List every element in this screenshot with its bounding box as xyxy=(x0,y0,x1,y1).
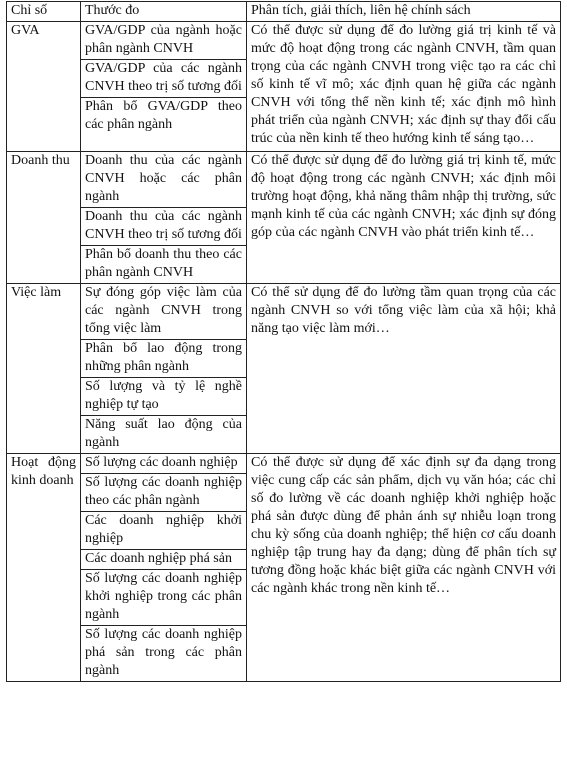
table-row xyxy=(7,152,561,208)
measure-cell: Số lượng và tỷ lệ nghề nghiệp tự tạo xyxy=(81,378,247,416)
measure-cell: Các doanh nghiệp phá sản xyxy=(81,550,247,570)
measure-cell: Sự đóng góp việc làm của các ngành CNVH trong tổng việc làm xyxy=(81,284,247,340)
indicator-cell: Hoạt động kinh doanh xyxy=(7,454,81,682)
header-indicator: Chỉ số xyxy=(7,2,81,22)
analysis-cell: Có thể được sử dụng để đo lường giá trị kinh tế và mức độ hoạt động trong các ngành CNVH, tầm quan trọng của các ngành CNVH trong việc tạo ra các chỉ số kinh tế vĩ mô; xác định quan hệ giữa các ngành CNVH với tổng thể nền kinh tế; xác định mô hình phát triển của ngành CNVH; xác định sự thay đổi cấu trúc của nền kinh tế theo hướng kinh tế sáng tạo… xyxy=(247,22,561,152)
header-analysis: Phân tích, giải thích, liên hệ chính sách xyxy=(247,2,561,22)
measure-cell: GVA/GDP của các ngành CNVH theo trị số tương đối xyxy=(81,60,247,98)
table-row xyxy=(7,284,561,340)
measure-cell: Số lượng các doanh nghiệp xyxy=(81,454,247,474)
measure-cell: Số lượng các doanh nghiệp phá sản trong các phân ngành xyxy=(81,626,247,682)
indicator-cell: Việc làm xyxy=(7,284,81,454)
analysis-cell: Có thể sử dụng để đo lường tầm quan trọng của các ngành CNVH so với tổng việc làm của xã hội; khả năng tạo việc làm mới… xyxy=(247,284,561,454)
indicator-cell: Doanh thu xyxy=(7,152,81,284)
table-row xyxy=(7,454,561,474)
measure-cell: Phân bổ doanh thu theo các phân ngành CNVH xyxy=(81,246,247,284)
analysis-cell: Có thể được sử dụng để xác định sự đa dạng trong việc cung cấp các sản phẩm, dịch vụ văn hóa; các chỉ số đo lường về các doanh nghiệp khởi nghiệp hoặc phá sản được dùng để phản ánh sự nhiễu loạn trong chu kỳ sống của doanh nghiệp; thể hiện cơ cấu doanh nghiệp tập trung hay đa dạng; dùng để phân tích sự tương đồng hoặc khác biệt giữa các ngành CNVH với các ngành khác trong nền kinh tế… xyxy=(247,454,561,682)
indicator-cell: GVA xyxy=(7,22,81,152)
table-header-row xyxy=(7,2,561,22)
measure-cell: Số lượng các doanh nghiệp khởi nghiệp trong các phân ngành xyxy=(81,570,247,626)
measure-cell: Phân bổ GVA/GDP theo các phân ngành xyxy=(81,98,247,152)
measure-cell: Số lượng các doanh nghiệp theo các phân ngành xyxy=(81,474,247,512)
header-measure: Thước đo xyxy=(81,2,247,22)
measure-cell: Doanh thu của các ngành CNVH hoặc các phân ngành xyxy=(81,152,247,208)
measure-cell: Phân bổ lao động trong những phân ngành xyxy=(81,340,247,378)
table-row xyxy=(7,22,561,60)
measure-cell: Năng suất lao động của ngành xyxy=(81,416,247,454)
measure-cell: Doanh thu của các ngành CNVH theo trị số tương đối xyxy=(81,208,247,246)
measure-cell: Các doanh nghiệp khởi nghiệp xyxy=(81,512,247,550)
analysis-cell: Có thể được sử dụng để đo lường giá trị kinh tế, mức độ hoạt động trong các ngành CNVH; xác định môi trường hoạt động, khả năng thâm nhập thị trường, sức mạnh kinh tế của các ngành CNVH; xác định sự đóng góp của các ngành CNVH vào phát triển kinh tế… xyxy=(247,152,561,284)
indicator-table xyxy=(6,1,561,682)
measure-cell: GVA/GDP của ngành hoặc phân ngành CNVH xyxy=(81,22,247,60)
